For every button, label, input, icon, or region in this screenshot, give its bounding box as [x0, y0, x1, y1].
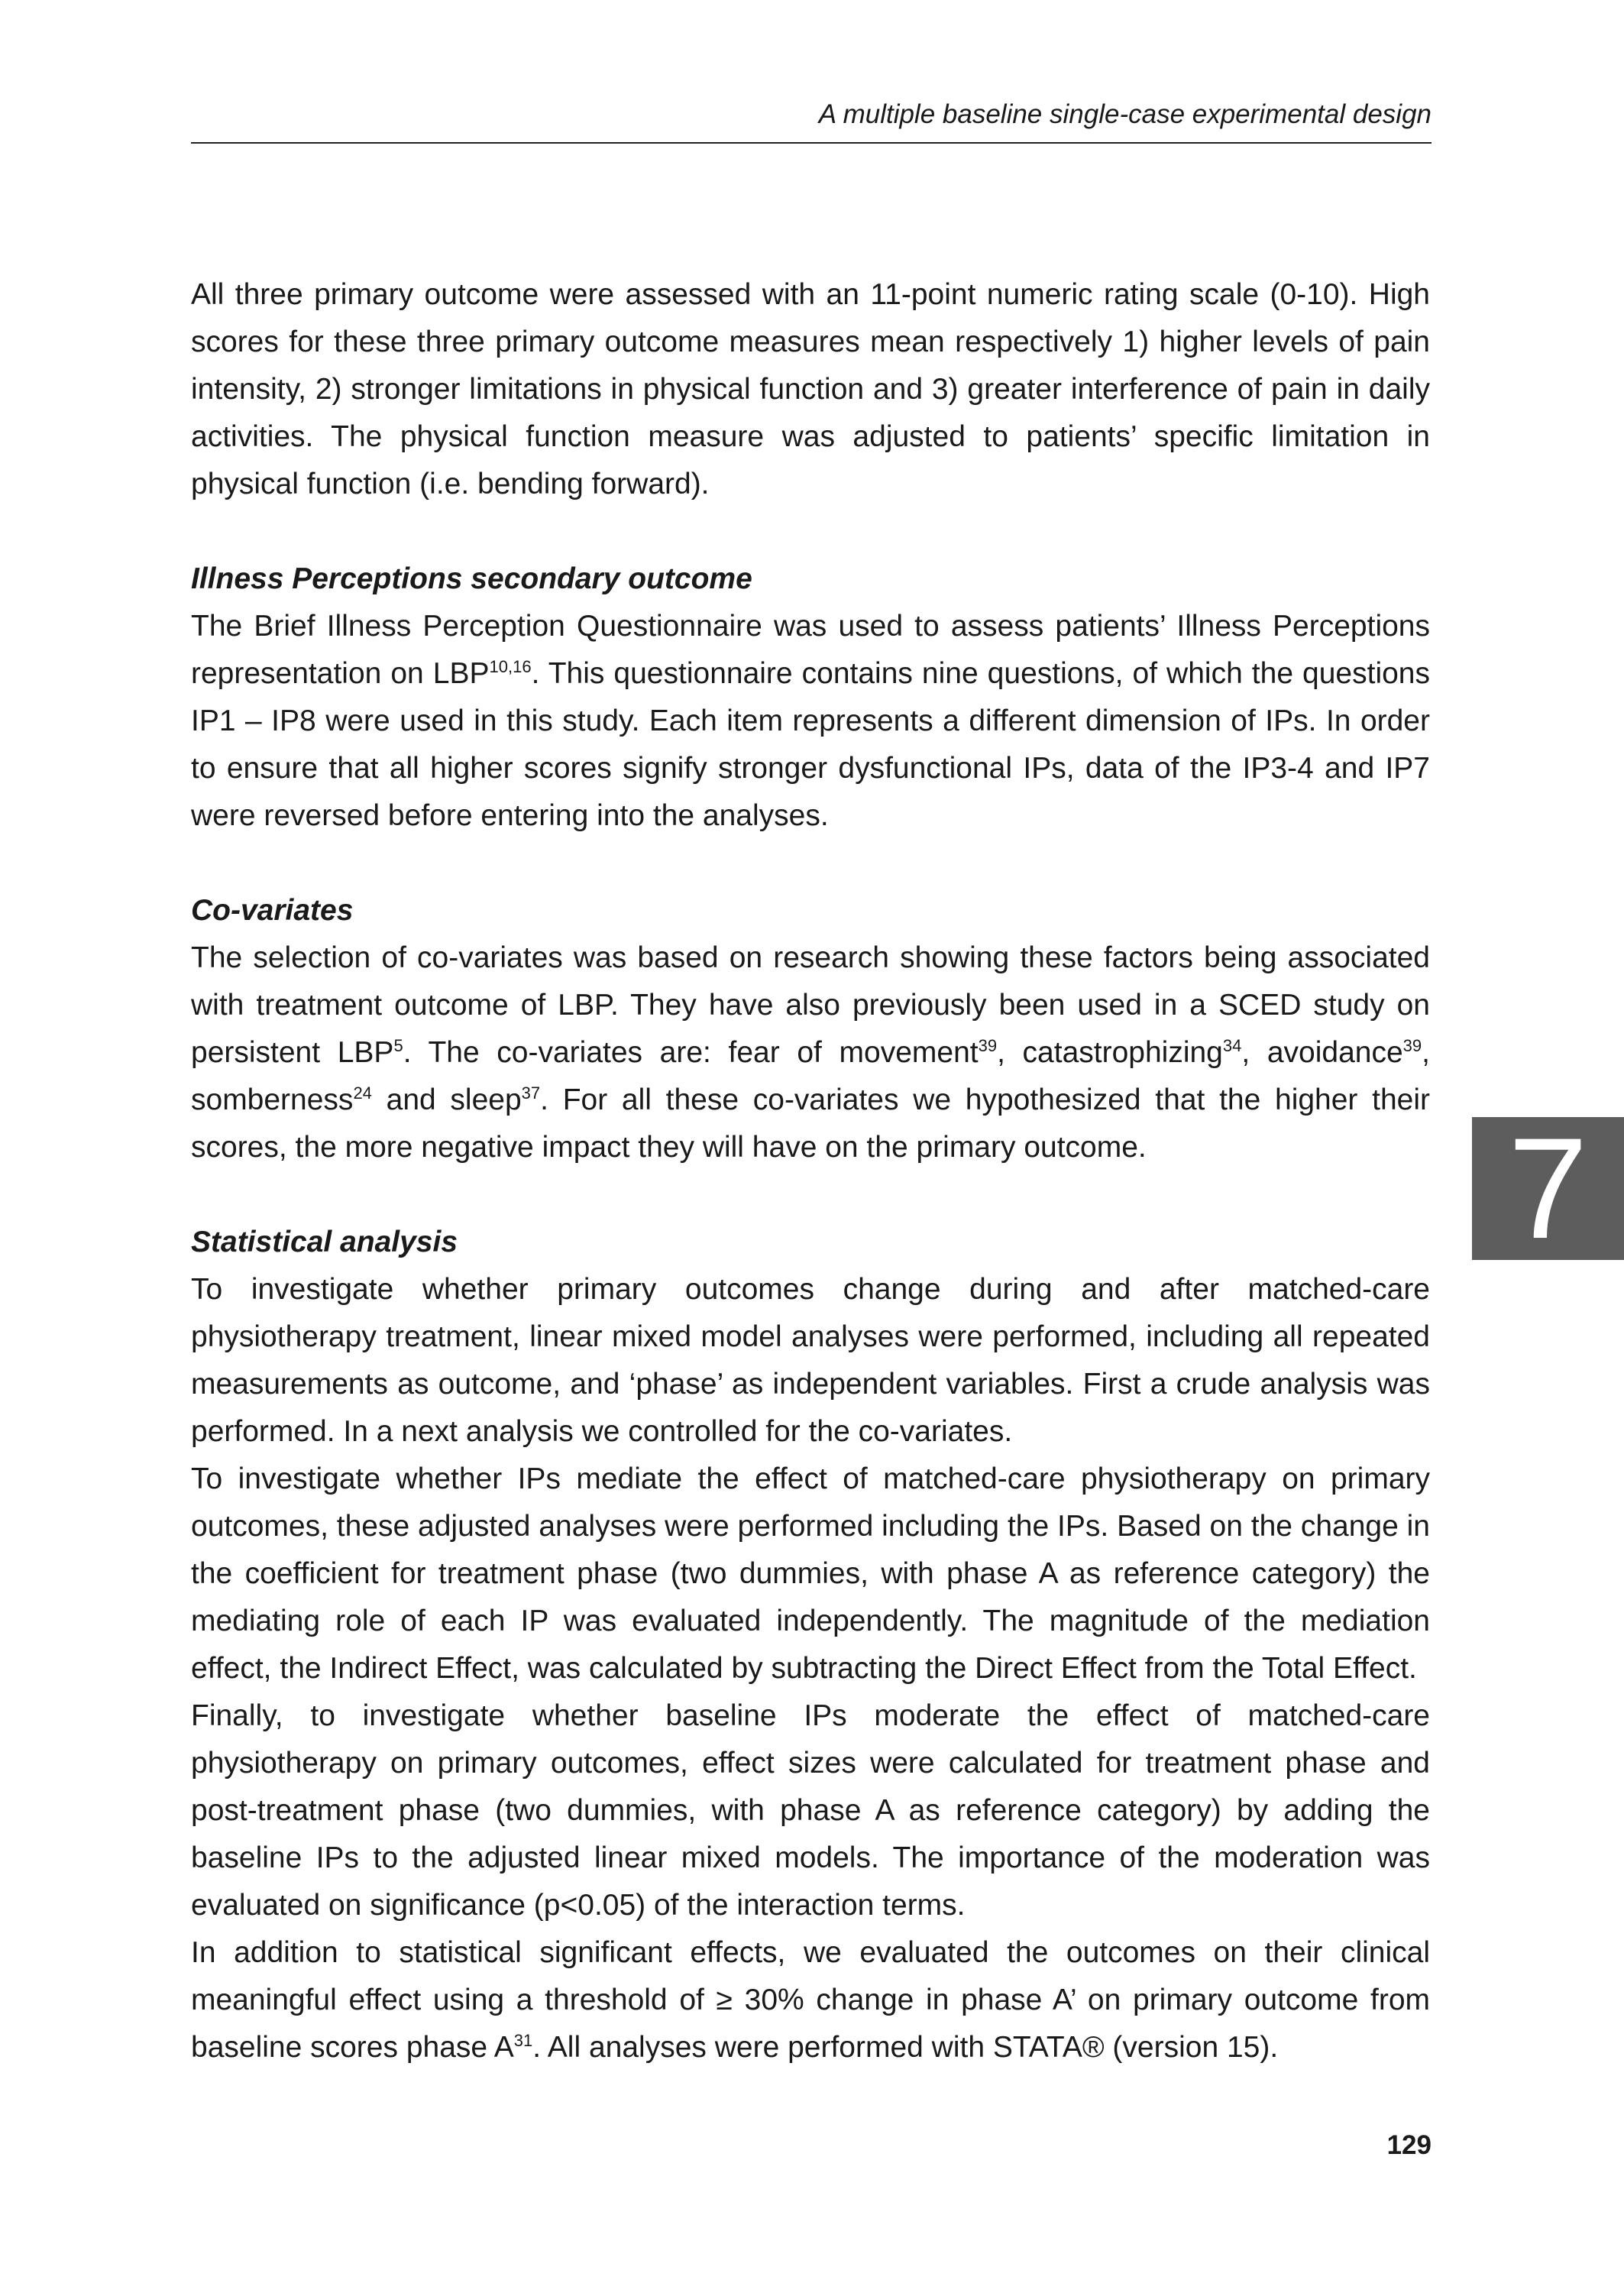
header-rule — [191, 142, 1432, 144]
statistical-text-4b: . All analyses were performed with STATA® (version 15). — [532, 2031, 1279, 2064]
illness-text-a: The Brief Illness Perception Questionnaire was used to assess patients’ Illness Perceptions representation on LBP — [191, 610, 1430, 690]
citation-superscript: 24 — [353, 1083, 372, 1103]
covariates-text-g: . For all these co-variates we hypothesized that the higher their scores, the more negative impact they will have on the primary outcome. — [191, 1083, 1430, 1164]
citation-superscript: 5 — [393, 1036, 403, 1055]
illness-text-b: . This questionnaire contains nine questions, of which the questions IP1 – IP8 were used in this study. Each item represents a different dimension of IPs. In order to ensure that all higher scores signify stronger dysfunctional IPs, data of the IP3-4 and IP7 were reversed before entering into the analyses. — [191, 657, 1430, 832]
citation-superscript: 39 — [1402, 1036, 1422, 1055]
citation-superscript: 37 — [521, 1083, 541, 1103]
statistical-paragraph-4 — [191, 1929, 1430, 2071]
page-number: 129 — [1386, 2130, 1432, 2160]
covariates-text-a: The selection of co-variates was based on research showing these factors being associated with treatment outcome of LBP. They have also previously been used in a SCED study on persistent LBP — [191, 941, 1430, 1069]
chapter-tab: 7 — [1472, 1117, 1624, 1260]
illness-perceptions-paragraph — [191, 603, 1430, 840]
citation-superscript: 10,16 — [489, 657, 532, 676]
running-header: A multiple baseline single-case experimental design — [818, 99, 1432, 129]
statistical-paragraph-2: To investigate whether IPs mediate the effect of matched-care physiotherapy on primary outcomes, these adjusted analyses were performed including the IPs. Based on the change in the coefficient for treatment phase (two dummies, with phase A as reference category) the mediating role of each IP was evaluated independently. The magnitude of the mediation effect, the Indirect Effect, was calculated by subtracting the Direct Effect from the Total Effect. — [191, 1462, 1430, 1685]
covariates-text-b: . The co-variates are: fear of movement — [403, 1036, 979, 1069]
citation-superscript: 31 — [513, 2031, 533, 2050]
illness-perceptions-heading: Illness Perceptions secondary outcome — [191, 562, 752, 595]
covariates-paragraph — [191, 934, 1430, 1171]
statistical-analysis-heading: Statistical analysis — [191, 1226, 458, 1258]
citation-superscript: 39 — [978, 1036, 998, 1055]
statistical-text-4a: In addition to statistical significant effects, we evaluated the outcomes on their clinical meaningful effect using a threshold of ≥ 30% change in phase A’ on primary outcome from baseline scores phase A — [191, 1936, 1430, 2064]
statistical-paragraph-1: To investigate whether primary outcomes change during and after matched-care physiotherapy treatment, linear mixed model analyses were performed, including all repeated measurements as outcome, and ‘phase’ as independent variables. First a crude analysis was performed. In a next analysis we controlled for the co-variates. — [191, 1273, 1430, 1448]
covariates-heading: Co-variates — [191, 894, 354, 927]
body-content — [191, 271, 1430, 2071]
statistical-paragraph-3: Finally, to investigate whether baseline IPs moderate the effect of matched-care physiotherapy on primary outcomes, effect sizes were calculated for treatment phase and post-treatment phase (two dummies, with phase A as reference category) by adding the baseline IPs to the adjusted linear mixed models. The importance of the moderation was evaluated on significance (p<0.05) of the interaction terms. — [191, 1699, 1430, 1922]
covariates-text-c: , catastrophizing — [997, 1036, 1223, 1069]
covariates-text-d: , avoidance — [1241, 1036, 1403, 1069]
intro-paragraph: All three primary outcome were assessed with an 11-point numeric rating scale (0-10). High scores for these three primary outcome measures mean respectively 1) higher levels of pain intensity, 2) stronger limitations in physical function and 3) greater interference of pain in daily activities. The physical function measure was adjusted to patients’ specific limitation in physical function (i.e. bending forward). — [191, 278, 1430, 500]
citation-superscript: 34 — [1222, 1036, 1242, 1055]
covariates-text-e: , somberness — [191, 1036, 1430, 1116]
covariates-text-f: and sleep — [371, 1083, 522, 1116]
